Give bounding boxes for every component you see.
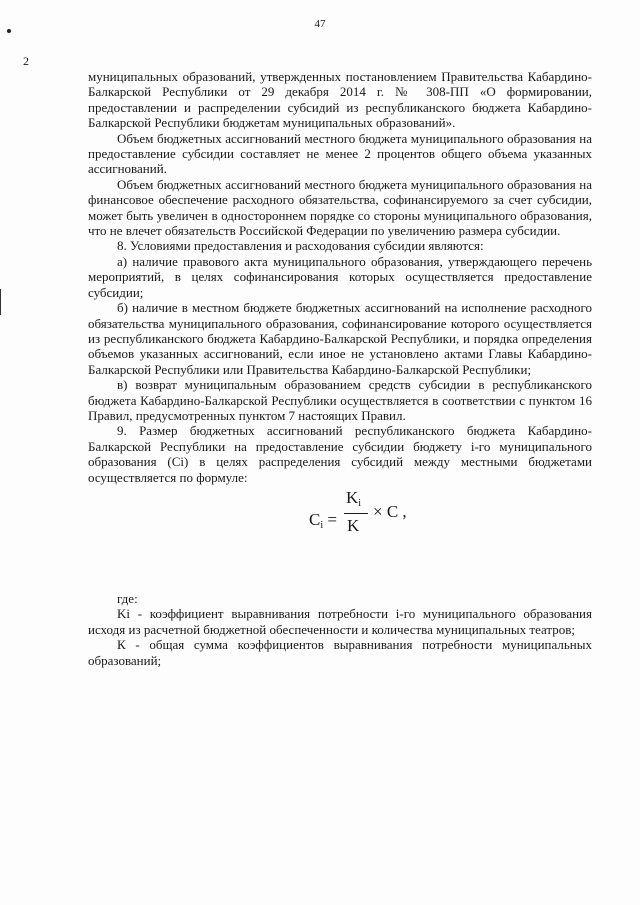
paragraph: б) наличие в местном бюджете бюджетных ассигнований на исполнение расходного обязательства муниципального образования, софинансирование которого осуществляется из республиканского бюджета Кабардино-Балкарской Республики, и порядка определения объемов указанных ассигнований, если иное не установлено актами Главы Кабардино-Балкарской Республики или Правительства Кабардино-Балкарской Республики;	[88, 300, 592, 377]
formula	[88, 485, 592, 571]
formula-denominator: K	[347, 515, 360, 535]
paragraph: Объем бюджетных ассигнований местного бюджета муниципального образования на финансовое обеспечение расходного обязательства, софинансируемого за счет субсидии, может быть увеличен в одностороннем порядке со стороны муниципального образования, что не влечет обязательств Российской Федерации по увеличению размера субсидии.	[88, 176, 592, 239]
paragraph: Объем бюджетных ассигнований местного бюджета муниципального образования на предоставление субсидии составляет не менее 2 процентов общего объема указанных ассигнований.	[88, 130, 592, 177]
formula-fraction-bar	[344, 513, 368, 514]
page-number: 47	[314, 18, 326, 30]
formula-rhs: × C ,	[373, 501, 407, 521]
paragraph: Ki - коэффициент выравнивания потребности i-го муниципального образования исходя из расчетной бюджетной обеспеченности и количества муниципальных театров;	[88, 606, 592, 637]
margin-mark: 2	[23, 54, 29, 68]
paragraph: муниципальных образований, утвержденных постановлением Правительства Кабардино-Балкарской Республики от 29 декабря 2014 г. № 308-ПП «О формировании, предоставлении и распределении субсидий из республиканского бюджета Кабардино-Балкарской Республики бюджетам муниципальных образований».	[88, 69, 592, 131]
paragraph: К - общая сумма коэффициентов выравнивания потребности муниципальных образований;	[88, 637, 592, 668]
paragraph: в) возврат муниципальным образованием средств субсидии в республиканского бюджета Кабардино-Балкарской Республики осуществляется в соответствии с пунктом 16 Правил, предусмотренных пунктом 7 настоящих Правил.	[88, 377, 592, 423]
paragraph: 9. Размер бюджетных ассигнований республиканского бюджета Кабардино-Балкарской Республики на предоставление субсидии бюджету i-го муниципального образования (Ci) в целях распределения субсидий между местными бюджетами осуществляется по формуле:	[88, 423, 592, 485]
body-text	[88, 69, 592, 668]
formula-lhs: $C_i$ =	[309, 509, 337, 531]
paragraph: где:	[117, 590, 138, 606]
scan-edge-line	[0, 289, 1, 315]
paragraphs-bottom	[88, 591, 592, 668]
paragraph: а) наличие правового акта муниципального образования, утверждающего перечень мероприятий, в целях софинансирования которых осуществляется предоставление субсидии;	[88, 253, 592, 300]
scan-dot-mark	[7, 29, 11, 33]
paragraph: 8. Условиями предоставления и расходования субсидии являются:	[117, 238, 484, 254]
formula-numerator: $K_i$	[346, 487, 362, 509]
paragraphs-top	[88, 69, 592, 485]
